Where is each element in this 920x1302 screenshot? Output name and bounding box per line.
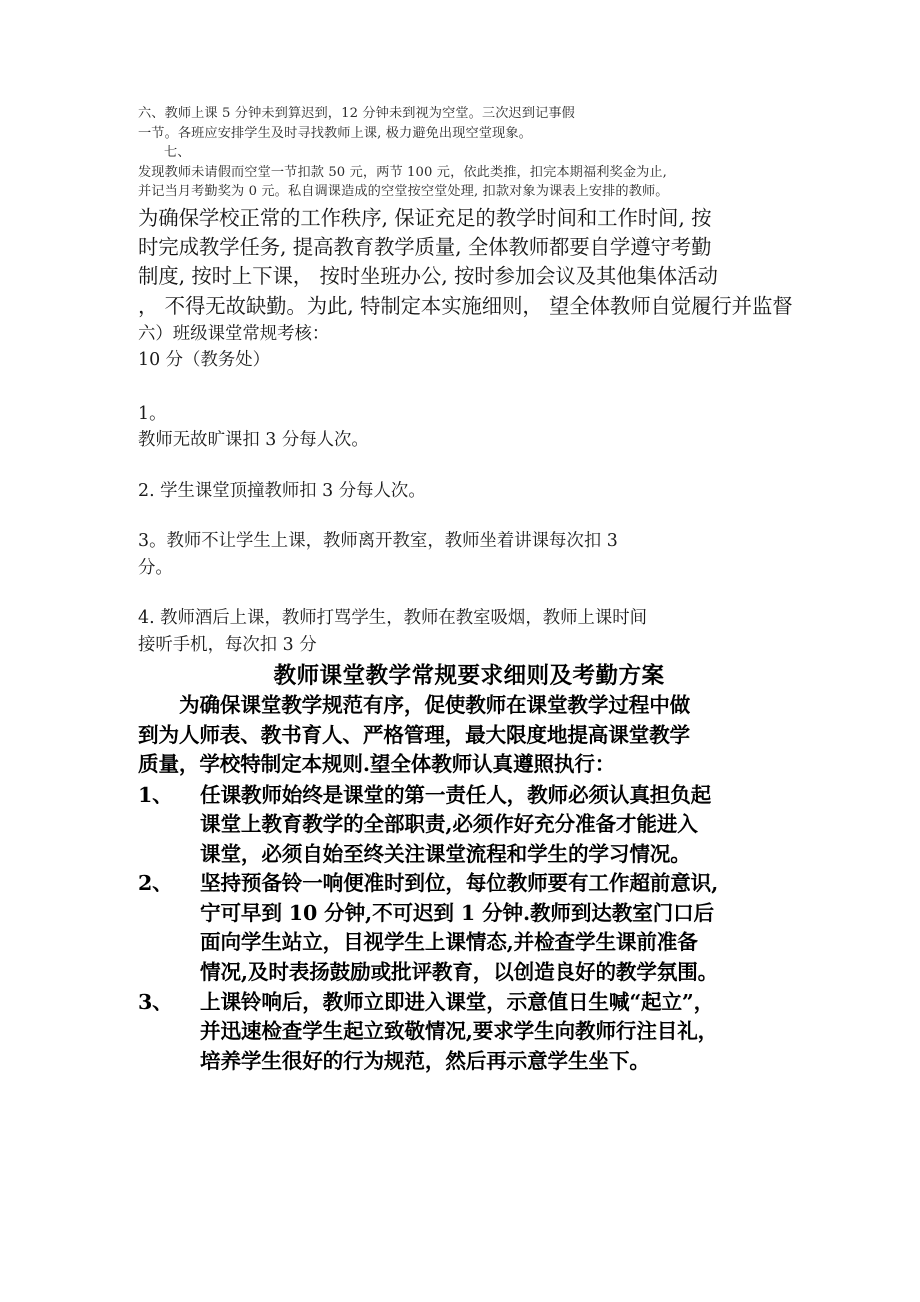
rule-line: 情况,及时表扬鼓励或批评教育，以创造良好的教学氛围。 (200, 960, 719, 985)
assessment-heading: 六）班级课堂常规考核： (138, 323, 330, 344)
rule-item (138, 869, 800, 987)
rule-body (200, 869, 800, 987)
intro-line: 到为人师表、教书育人、严格管理，最大限度地提高课堂教学 (138, 722, 690, 747)
clause-line: 六、教师上课 5 分钟未到算迟到，12 分钟未到视为空堂。三次迟到记事假 (138, 106, 575, 121)
page-title: 教师课堂教学常规要求细则及考勤方案 (273, 663, 665, 690)
purpose-line: ， 不得无故缺勤。为此, 特制定本实施细则， 望全体教师自觉履行并监督 (138, 293, 793, 318)
assessment-item-marker: 1。 (138, 403, 167, 424)
top-clauses-block (138, 104, 800, 202)
rule-line: 培养学生很好的行为规范，然后再示意学生坐下。 (200, 1048, 650, 1073)
rule-body (200, 781, 800, 870)
rule-line: 任课教师始终是课堂的第一责任人，教师必须认真担负起 (200, 782, 712, 807)
rule-body (200, 988, 800, 1077)
rule-line: 课堂，必须自始至终关注课堂流程和学生的学习情况。 (200, 841, 691, 866)
clause-line: 发现教师未请假而空堂一节扣款 50 元，两节 100 元，依此类推，扣完本期福利奖金为止, (138, 164, 667, 180)
rule-line: 并迅速检查学生起立致敬情况,要求学生向教师行注目礼， (200, 1019, 719, 1044)
intro-paragraph (138, 691, 800, 779)
rule-line: 坚持预备铃一响便准时到位，每位教师要有工作超前意识, (200, 871, 719, 896)
purpose-line: 制度, 按时上下课， 按时坐班办公, 按时参加会议及其他集体活动 (138, 264, 718, 289)
purpose-line: 为确保学校正常的工作秩序, 保证充足的教学时间和工作时间, 按 (138, 205, 712, 230)
rule-line: 课堂上教育教学的全部职责,必须作好充分准备才能进入 (200, 812, 698, 837)
document-content (138, 104, 800, 1076)
purpose-paragraph (138, 204, 800, 321)
intro-line: 为确保课堂教学规范有序，促使教师在课堂教学过程中做 (179, 693, 691, 718)
rule-marker: 3、 (138, 989, 173, 1014)
assessment-section (138, 321, 800, 659)
rule-item (138, 988, 800, 1077)
purpose-line: 时完成教学任务, 提高教育教学质量, 全体教师都要自学遵守考勤 (138, 235, 712, 260)
intro-line: 质量，学校特制定本规则.望全体教师认真遵照执行： (138, 752, 616, 777)
rule-item (138, 781, 800, 870)
assessment-item-line: 接听手机，每次扣 3 分 (138, 634, 317, 655)
assessment-score: 10 分（教务处） (138, 350, 271, 371)
rule-line: 宁可早到 10 分钟,不可迟到 1 分钟.教师到达教室门口后 (200, 900, 714, 925)
assessment-item-line: 2. 学生课堂顶撞教师扣 3 分每人次。 (138, 480, 426, 501)
assessment-item-line: 教师无故旷课扣 3 分每人次。 (138, 430, 369, 451)
rule-line: 上课铃响后，教师立即进入课堂，示意值日生喊“起立”， (200, 989, 715, 1014)
clause-line: 七、 (164, 145, 191, 161)
rule-marker: 1、 (138, 782, 173, 807)
rule-line: 面向学生站立，目视学生上课情态,并检查学生课前准备 (200, 930, 698, 955)
assessment-item-line: 3。教师不让学生上课，教师离开教室，教师坐着讲课每次扣 3 (138, 531, 618, 552)
clause-line: 一节。各班应安排学生及时寻找教师上课, 极力避免出现空堂现象。 (138, 125, 532, 141)
rule-marker: 2、 (138, 871, 173, 896)
assessment-item-line: 分。 (138, 557, 173, 578)
clause-line: 并记当月考勤奖为 0 元。私自调课造成的空堂按空堂处理, 扣款对象为课表上安排的教师。 (138, 184, 669, 200)
rules-list (138, 781, 800, 1077)
assessment-item-line: 4. 教师酒后上课，教师打骂学生，教师在教室吸烟，教师上课时间 (138, 608, 648, 629)
